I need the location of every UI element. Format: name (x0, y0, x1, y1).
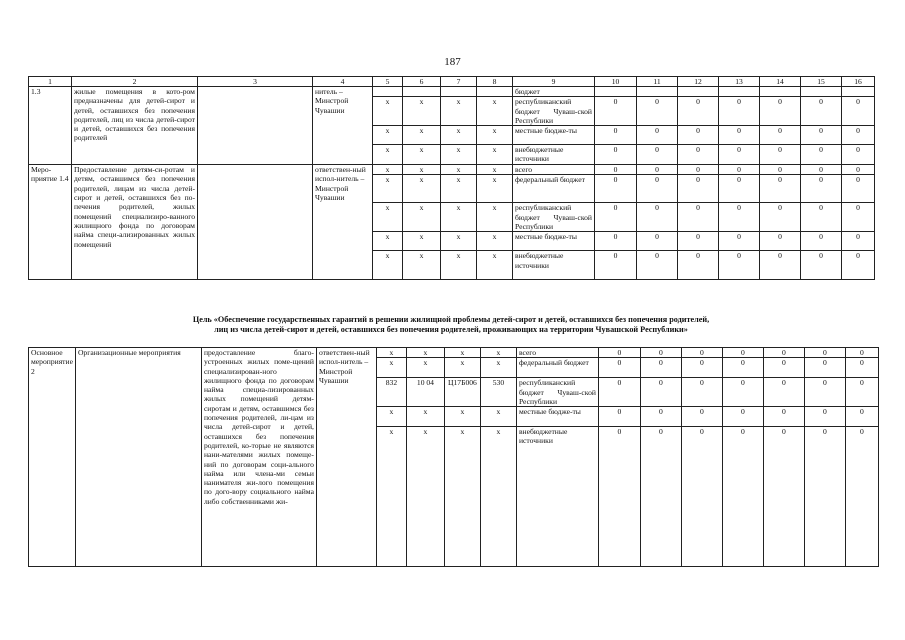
funding-year-value: 0 (637, 126, 678, 145)
funding-year-value: 0 (640, 427, 681, 567)
budget-code-type: х (480, 358, 516, 378)
funding-source: внебюджетные источники (516, 427, 598, 567)
budget-code-grbs: х (373, 203, 403, 232)
budget-code-section: х (403, 126, 441, 145)
funding-year-value: 0 (842, 232, 875, 251)
funding-year-value: 0 (598, 378, 640, 407)
budget-code-grbs: х (373, 232, 403, 251)
funding-source: республиканский бюджет Чуваш-ской Республики (516, 378, 598, 407)
funding-year-value: 0 (760, 175, 801, 203)
funding-year-value: 0 (678, 232, 719, 251)
funding-year-value: 0 (678, 251, 719, 280)
column-number-header: 14 (760, 77, 801, 87)
funding-year-value: 0 (719, 145, 760, 165)
funding-year-value: 0 (760, 203, 801, 232)
funding-year-value: 0 (681, 407, 722, 427)
funding-year-value: 0 (801, 203, 842, 232)
funding-year-value: 0 (842, 251, 875, 280)
funding-year-value: 0 (595, 251, 637, 280)
funding-year-value: 0 (760, 145, 801, 165)
funding-year-value: 0 (640, 348, 681, 358)
funding-year-value (719, 87, 760, 97)
column-number-header: 12 (678, 77, 719, 87)
column-number-header: 11 (637, 77, 678, 87)
budget-code-target: х (444, 348, 480, 358)
funding-year-value: 0 (595, 165, 637, 175)
funding-year-value: 0 (719, 97, 760, 126)
budget-code-grbs: х (376, 358, 406, 378)
budget-code-type: х (477, 165, 513, 175)
funding-year-value (801, 87, 842, 97)
funding-source: федеральный бюджет (516, 358, 598, 378)
funding-year-value: 0 (842, 145, 875, 165)
budget-code-target: х (441, 165, 477, 175)
funding-year-value: 0 (760, 97, 801, 126)
funding-year-value: 0 (637, 232, 678, 251)
funding-source: республиканский бюджет Чуваш-ской Республики (513, 97, 595, 126)
budget-code-type: х (480, 348, 516, 358)
funding-year-value: 0 (804, 427, 845, 567)
funding-year-value (595, 87, 637, 97)
funding-year-value: 0 (804, 407, 845, 427)
funding-source: всего (513, 165, 595, 175)
budget-code-type: х (477, 251, 513, 280)
budget-code-target (441, 87, 477, 97)
funding-year-value: 0 (719, 232, 760, 251)
measure-code: Меро-приятие 1.4 (29, 165, 72, 280)
funding-year-value: 0 (719, 203, 760, 232)
budget-code-section: х (403, 145, 441, 165)
funding-year-value: 0 (640, 358, 681, 378)
funding-year-value: 0 (801, 145, 842, 165)
funding-year-value: 0 (678, 97, 719, 126)
funding-year-value: 0 (842, 126, 875, 145)
funding-year-value: 0 (598, 427, 640, 567)
funding-year-value: 0 (801, 97, 842, 126)
budget-code-section: х (406, 358, 444, 378)
budget-code-section: х (403, 175, 441, 203)
budget-code-grbs: х (373, 126, 403, 145)
budget-code-grbs: х (373, 97, 403, 126)
column-number-row (29, 77, 875, 87)
funding-year-value (637, 87, 678, 97)
funding-year-value: 0 (595, 232, 637, 251)
funding-year-value: 0 (595, 97, 637, 126)
column-number-header: 13 (719, 77, 760, 87)
funding-year-value: 0 (681, 348, 722, 358)
budget-code-target: х (444, 358, 480, 378)
budget-code-type: х (477, 232, 513, 251)
funding-year-value: 0 (801, 165, 842, 175)
budget-code-section: х (403, 97, 441, 126)
funding-year-value: 0 (842, 165, 875, 175)
funding-year-value: 0 (678, 203, 719, 232)
budget-code-section: х (406, 427, 444, 567)
budget-code-section: х (406, 348, 444, 358)
column-number-header: 3 (198, 77, 313, 87)
budget-code-grbs: х (373, 145, 403, 165)
goal-heading-line-1: Цель «Обеспечение государственных гарантий в решении жилищной проблемы детей-сирот и детей, оставшихся без попечения родителей, (192, 315, 710, 324)
funding-year-value (842, 87, 875, 97)
funding-year-value: 0 (845, 378, 878, 407)
column-number-header: 8 (477, 77, 513, 87)
funding-year-value: 0 (760, 126, 801, 145)
budget-code-section: х (403, 232, 441, 251)
column-number-header: 10 (595, 77, 637, 87)
executor: ответствен-ный испол-нитель – Минстрой Чувашии (313, 165, 373, 280)
budget-code-type: х (477, 145, 513, 165)
funding-year-value: 0 (598, 358, 640, 378)
budget-code-grbs: х (373, 175, 403, 203)
target-indicator (198, 165, 313, 280)
funding-source: местные бюдже-ты (513, 126, 595, 145)
target-indicator (198, 87, 313, 165)
funding-year-value: 0 (722, 358, 763, 378)
funding-year-value: 0 (845, 358, 878, 378)
column-number-header: 6 (403, 77, 441, 87)
funding-year-value: 0 (640, 407, 681, 427)
funding-year-value (678, 87, 719, 97)
funding-year-value: 0 (763, 427, 804, 567)
funding-source: федеральный бюджет (513, 175, 595, 203)
funding-year-value: 0 (763, 348, 804, 358)
funding-year-value: 0 (640, 378, 681, 407)
table-row (29, 87, 875, 97)
funding-year-value: 0 (763, 358, 804, 378)
funding-year-value: 0 (681, 378, 722, 407)
measure-name: жилые помещения в кото-ром предназначены для детей-сирот и детей, оставшихся без попечения родителей, лиц из числа детей-сирот и детей, оставшихся без попечения родителей (72, 87, 198, 165)
program-table-bottom (28, 347, 879, 567)
budget-code-section: х (406, 407, 444, 427)
funding-year-value: 0 (637, 175, 678, 203)
budget-code-target: х (444, 407, 480, 427)
funding-year-value: 0 (637, 97, 678, 126)
funding-year-value: 0 (842, 175, 875, 203)
funding-year-value: 0 (637, 165, 678, 175)
budget-code-type: х (477, 126, 513, 145)
funding-year-value: 0 (681, 427, 722, 567)
funding-year-value: 0 (804, 358, 845, 378)
funding-year-value: 0 (678, 175, 719, 203)
budget-code-grbs: х (376, 348, 406, 358)
goal-heading (28, 315, 874, 335)
column-number-header: 1 (29, 77, 72, 87)
funding-year-value: 0 (801, 126, 842, 145)
program-table-top (28, 76, 875, 280)
funding-year-value: 0 (681, 358, 722, 378)
funding-year-value: 0 (598, 348, 640, 358)
funding-year-value: 0 (637, 145, 678, 165)
budget-code-target: х (441, 97, 477, 126)
budget-code-type: 530 (480, 378, 516, 407)
budget-code-type: х (480, 407, 516, 427)
budget-code-target: х (441, 232, 477, 251)
funding-year-value: 0 (722, 348, 763, 358)
budget-code-target: Ц17Б006 (444, 378, 480, 407)
budget-code-section (403, 87, 441, 97)
funding-year-value: 0 (598, 407, 640, 427)
funding-year-value: 0 (760, 165, 801, 175)
funding-year-value: 0 (719, 165, 760, 175)
funding-year-value: 0 (719, 251, 760, 280)
target-indicator: предоставление благо-устроенных жилых поме-щений специализирован-ного жилищного фонда по договорам найма специа-лизированных жилых помещений детям-сиротам и детям, оставшимся без попечения родителей, ли-цам из числа детей-сирот и детей, оставшихся без попечения родителей, ко-торые не являются нани-мателями жилых помеще-ний по договорам соци-ального найма или члена-ми семьи нанимателя жи-лого помещения по дого-вору социального найма либо собственниками жи- (201, 348, 316, 567)
budget-code-target: х (444, 427, 480, 567)
funding-source: внебюджетные источники (513, 145, 595, 165)
funding-year-value: 0 (845, 407, 878, 427)
funding-year-value: 0 (678, 145, 719, 165)
column-number-header: 2 (72, 77, 198, 87)
executor: ответствен-ный испол-нитель – Минстрой Чувашии (316, 348, 376, 567)
budget-code-section: х (403, 203, 441, 232)
funding-year-value: 0 (763, 378, 804, 407)
funding-year-value: 0 (842, 97, 875, 126)
goal-heading-line-2: лиц из числа детей-сирот и детей, оставшихся без попечения родителей, проживающих на территории Чувашской Республики» (214, 325, 688, 334)
column-number-header: 15 (801, 77, 842, 87)
budget-code-type: х (477, 175, 513, 203)
funding-year-value: 0 (595, 126, 637, 145)
funding-source: местные бюдже-ты (516, 407, 598, 427)
funding-year-value: 0 (595, 203, 637, 232)
budget-code-grbs: х (376, 427, 406, 567)
column-number-header: 16 (842, 77, 875, 87)
measure-name: Организационные мероприятия (75, 348, 201, 567)
measure-code: Основное мероприятие 2 (29, 348, 76, 567)
funding-year-value: 0 (678, 165, 719, 175)
funding-year-value: 0 (801, 251, 842, 280)
budget-code-type: х (477, 203, 513, 232)
executor: нитель – Минстрой Чувашии (313, 87, 373, 165)
table-row (29, 165, 875, 175)
budget-code-type (477, 87, 513, 97)
budget-code-target: х (441, 251, 477, 280)
funding-source: бюджет (513, 87, 595, 97)
funding-year-value: 0 (760, 251, 801, 280)
funding-source: республиканский бюджет Чуваш-ской Республики (513, 203, 595, 232)
column-number-header: 9 (513, 77, 595, 87)
funding-year-value: 0 (763, 407, 804, 427)
measure-name: Предоставление детям-си-ротам и детям, оставшимся без попечения родителей, лицам из числа детей-сирот и детей, оставшихся без по-печения родителей, жилых помещений специализиро-ванного жилищного фонда по договорам найма специ-ализированных жилых помещений (72, 165, 198, 280)
budget-code-section: х (403, 251, 441, 280)
funding-year-value: 0 (804, 378, 845, 407)
measure-code: 1.3 (29, 87, 72, 165)
funding-source: внебюджетные источники (513, 251, 595, 280)
budget-code-target: х (441, 126, 477, 145)
budget-code-grbs: х (376, 407, 406, 427)
funding-year-value: 0 (637, 203, 678, 232)
funding-source: местные бюдже-ты (513, 232, 595, 251)
budget-code-grbs: х (373, 251, 403, 280)
funding-year-value: 0 (595, 175, 637, 203)
funding-year-value: 0 (637, 251, 678, 280)
column-number-header: 5 (373, 77, 403, 87)
funding-year-value: 0 (722, 427, 763, 567)
funding-source: всего (516, 348, 598, 358)
budget-code-target: х (441, 145, 477, 165)
budget-code-grbs (373, 87, 403, 97)
funding-year-value: 0 (595, 145, 637, 165)
budget-code-grbs: 832 (376, 378, 406, 407)
funding-year-value: 0 (842, 203, 875, 232)
budget-code-type: х (480, 427, 516, 567)
funding-year-value: 0 (801, 175, 842, 203)
budget-code-type: х (477, 97, 513, 126)
funding-year-value: 0 (760, 232, 801, 251)
budget-code-section: х (403, 165, 441, 175)
table-row (29, 348, 879, 358)
funding-year-value: 0 (719, 175, 760, 203)
column-number-header: 4 (313, 77, 373, 87)
funding-year-value: 0 (722, 407, 763, 427)
page-number: 187 (444, 56, 461, 68)
budget-code-target: х (441, 175, 477, 203)
budget-code-grbs: х (373, 165, 403, 175)
funding-year-value: 0 (804, 348, 845, 358)
funding-year-value (760, 87, 801, 97)
funding-year-value: 0 (678, 126, 719, 145)
column-number-header: 7 (441, 77, 477, 87)
funding-year-value: 0 (845, 427, 878, 567)
funding-year-value: 0 (845, 348, 878, 358)
budget-code-section: 10 04 (406, 378, 444, 407)
funding-year-value: 0 (722, 378, 763, 407)
budget-code-target: х (441, 203, 477, 232)
funding-year-value: 0 (719, 126, 760, 145)
funding-year-value: 0 (801, 232, 842, 251)
